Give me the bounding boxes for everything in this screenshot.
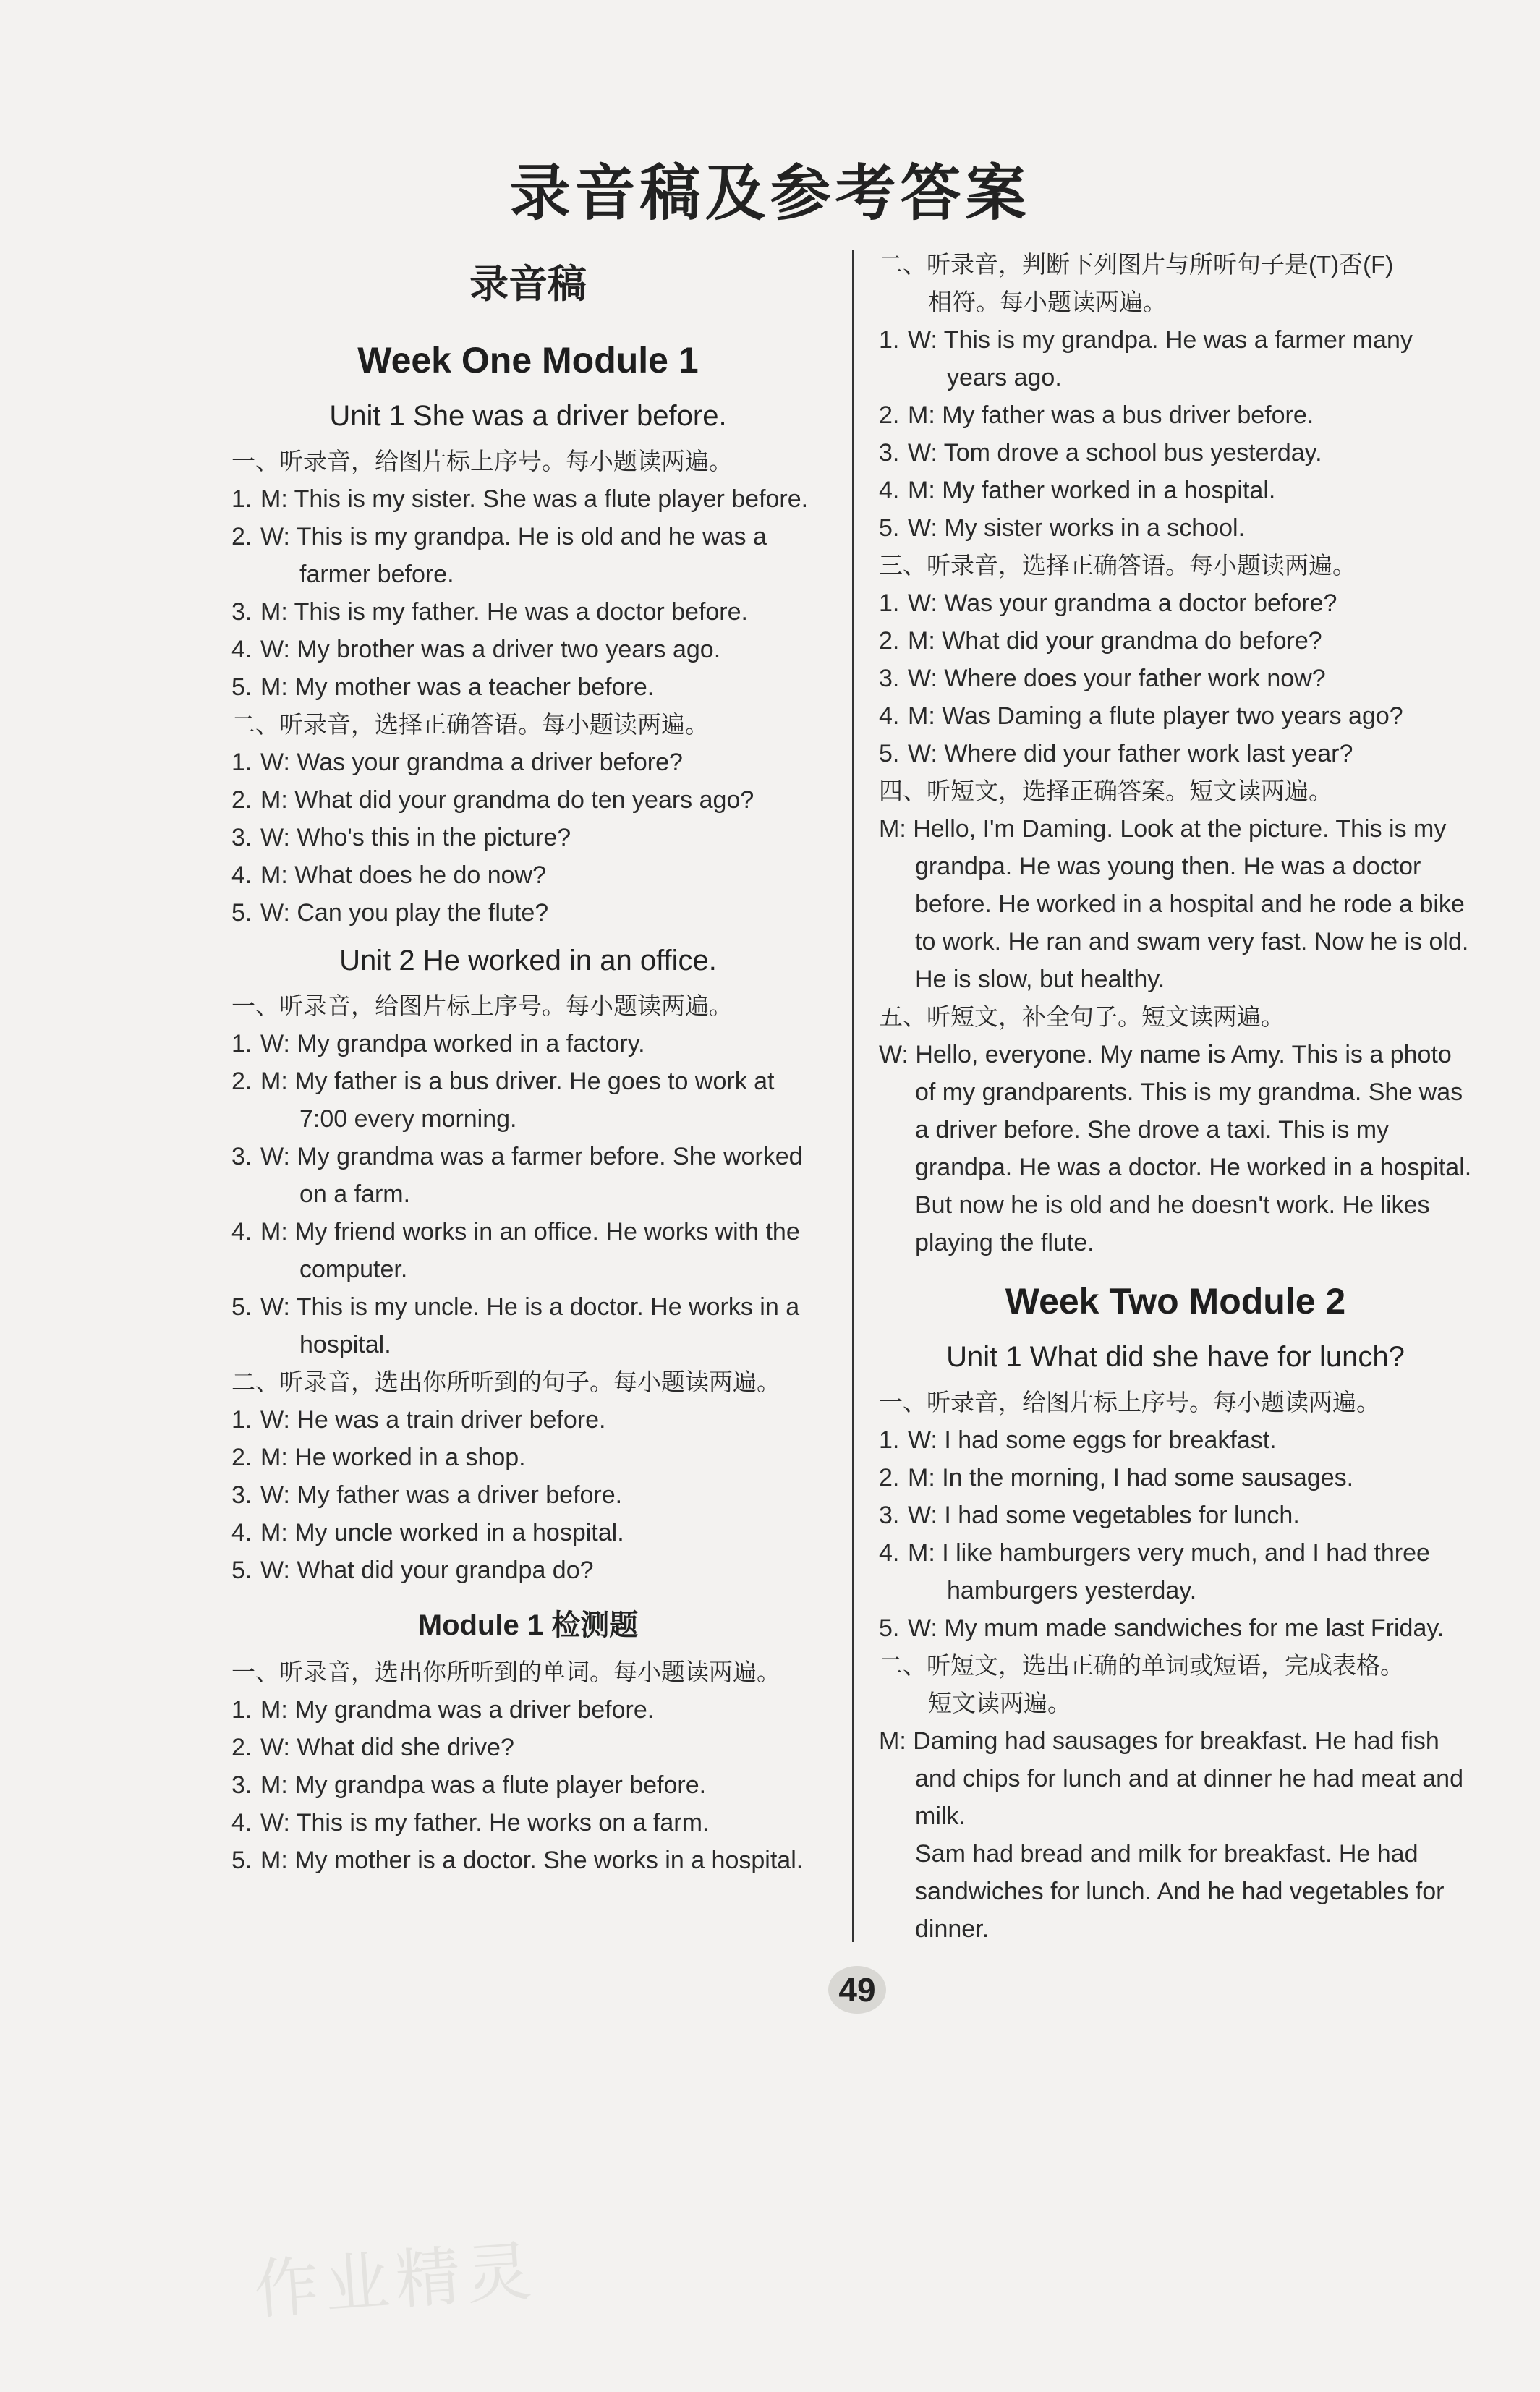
question-heading: 一、听录音，给图片标上序号。每小题读两遍。 bbox=[231, 992, 733, 1019]
transcript-line: 4. M: Was Daming a flute player two years ago? bbox=[879, 702, 1403, 730]
module-test-title: Module 1 检测题 bbox=[417, 1609, 639, 1641]
question-heading: 二、听录音，判断下列图片与所听句子是(T)否(F) 相符。每小题读两遍。 bbox=[879, 251, 1394, 315]
transcript-line: 2. W: What did she drive? bbox=[231, 1734, 514, 1761]
transcript-line: 4. M: My father worked in a hospital. bbox=[879, 477, 1276, 504]
transcript-line: 3. W: Tom drove a school bus yesterday. bbox=[879, 439, 1322, 467]
week-two-title: Week Two Module 2 bbox=[1005, 1281, 1346, 1321]
question-heading: 五、听短文，补全句子。短文读两遍。 bbox=[879, 1003, 1285, 1030]
transcript-line: 4. M: What does he do now? bbox=[231, 861, 547, 889]
right-column bbox=[879, 246, 1472, 1948]
transcript-line: 2. M: My father is a bus driver. He goes to work at 7:00 every morning. bbox=[231, 1068, 775, 1133]
passage-text: W: Hello, everyone. My name is Amy. This is a photo of my grandparents. This is my grandma. She was a driver before. She drove a taxi. This is my grandpa. He was a doctor. He worked in a hospital. But now he is old and he doesn't work. He likes playing the flute. bbox=[879, 1041, 1472, 1256]
transcript-line: 1. W: Was your grandma a driver before? bbox=[231, 749, 683, 776]
unit-title: Unit 1 What did she have for lunch? bbox=[946, 1341, 1405, 1373]
transcript-line: 4. M: I like hamburgers very much, and I had three hamburgers yesterday. bbox=[879, 1539, 1430, 1604]
transcript-line: 3. W: My grandma was a farmer before. She worked on a farm. bbox=[231, 1143, 803, 1208]
watermark: 作业精灵 bbox=[251, 2233, 540, 2329]
transcript-line: 1. W: This is my grandpa. He was a farmer many years ago. bbox=[879, 326, 1413, 391]
transcript-line: 1. M: My grandma was a driver before. bbox=[231, 1696, 655, 1724]
transcript-line: 3. W: Where does your father work now? bbox=[879, 665, 1326, 692]
transcript-line: 4. W: This is my father. He works on a farm. bbox=[231, 1809, 710, 1836]
transcript-line: 2. W: This is my grandpa. He is old and he was a farmer before. bbox=[231, 523, 767, 588]
transcript-line: 4. M: My uncle worked in a hospital. bbox=[231, 1519, 624, 1546]
transcript-line: 4. W: My brother was a driver two years ago. bbox=[231, 636, 721, 663]
page-title: 录音稿及参考答案 bbox=[509, 157, 1031, 229]
transcript-line: 5. W: This is my uncle. He is a doctor. He works in a hospital. bbox=[231, 1293, 800, 1358]
transcript-line: 5. W: Where did your father work last year? bbox=[879, 740, 1353, 767]
transcript-line: 1. M: This is my sister. She was a flute player before. bbox=[231, 485, 809, 513]
question-heading: 三、听录音，选择正确答语。每小题读两遍。 bbox=[879, 552, 1356, 579]
transcript-line: 3. W: Who's this in the picture? bbox=[231, 824, 571, 851]
transcript-line: 5. W: What did your grandpa do? bbox=[231, 1557, 594, 1584]
unit-title: Unit 1 She was a driver before. bbox=[329, 400, 727, 432]
transcript-line: 4. M: My friend works in an office. He works with the computer. bbox=[231, 1218, 800, 1283]
transcript-line: 1. W: He was a train driver before. bbox=[231, 1406, 606, 1434]
question-heading: 二、听短文，选出正确的单词或短语，完成表格。 短文读两遍。 bbox=[879, 1652, 1404, 1716]
transcript-line: 5. M: My mother is a doctor. She works in a hospital. bbox=[231, 1847, 804, 1874]
left-column bbox=[231, 246, 825, 1879]
passage-text: Sam had bread and milk for breakfast. He had sandwiches for lunch. And he had vegetables for dinner. bbox=[915, 1840, 1445, 1943]
section-title: 录音稿 bbox=[469, 260, 587, 307]
transcript-line: 1. W: My grandpa worked in a factory. bbox=[231, 1030, 645, 1057]
question-heading: 二、听录音，选择正确答语。每小题读两遍。 bbox=[231, 711, 709, 738]
transcript-line: 3. W: My father was a driver before. bbox=[231, 1481, 623, 1509]
transcript-line: 3. M: My grandpa was a flute player before. bbox=[231, 1771, 707, 1799]
transcript-line: 2. M: He worked in a shop. bbox=[231, 1444, 526, 1471]
question-heading: 二、听录音，选出你所听到的句子。每小题读两遍。 bbox=[231, 1369, 780, 1395]
transcript-line: 5. W: My mum made sandwiches for me last Friday. bbox=[879, 1614, 1445, 1642]
transcript-line: 5. M: My mother was a teacher before. bbox=[231, 673, 655, 701]
question-heading: 一、听录音，选出你所听到的单词。每小题读两遍。 bbox=[231, 1659, 780, 1685]
transcript-line: 5. W: My sister works in a school. bbox=[879, 514, 1246, 542]
unit-title: Unit 2 He worked in an office. bbox=[339, 945, 717, 976]
question-heading: 一、听录音，给图片标上序号。每小题读两遍。 bbox=[231, 448, 733, 474]
passage-text: M: Hello, I'm Daming. Look at the picture. This is my grandpa. He was young then. He was a doctor before. He worked in a hospital and he rode a bike to work. He ran and swam very fast. Now he is old. He is slow, but healthy. bbox=[879, 815, 1469, 993]
transcript-line: 1. W: Was your grandma a doctor before? bbox=[879, 590, 1337, 617]
page-number: 49 bbox=[828, 1966, 886, 2014]
transcript-line: 1. W: I had some eggs for breakfast. bbox=[879, 1426, 1277, 1454]
question-heading: 四、听短文，选择正确答案。短文读两遍。 bbox=[879, 778, 1332, 804]
transcript-line: 2. M: What did your grandma do ten years ago? bbox=[231, 786, 754, 814]
transcript-line: 2. M: My father was a bus driver before. bbox=[879, 401, 1314, 429]
column-divider bbox=[852, 250, 854, 1942]
question-heading: 一、听录音，给图片标上序号。每小题读两遍。 bbox=[879, 1389, 1380, 1416]
transcript-line: 3. M: This is my father. He was a doctor before. bbox=[231, 598, 748, 626]
passage-text: M: Daming had sausages for breakfast. He had fish and chips for lunch and at dinner he had meat and milk. bbox=[879, 1727, 1463, 1830]
transcript-line: 2. M: In the morning, I had some sausages. bbox=[879, 1464, 1354, 1491]
transcript-line: 3. W: I had some vegetables for lunch. bbox=[879, 1502, 1300, 1529]
transcript-line: 5. W: Can you play the flute? bbox=[231, 899, 549, 927]
week-one-title: Week One Module 1 bbox=[357, 340, 699, 380]
transcript-line: 2. M: What did your grandma do before? bbox=[879, 627, 1322, 655]
